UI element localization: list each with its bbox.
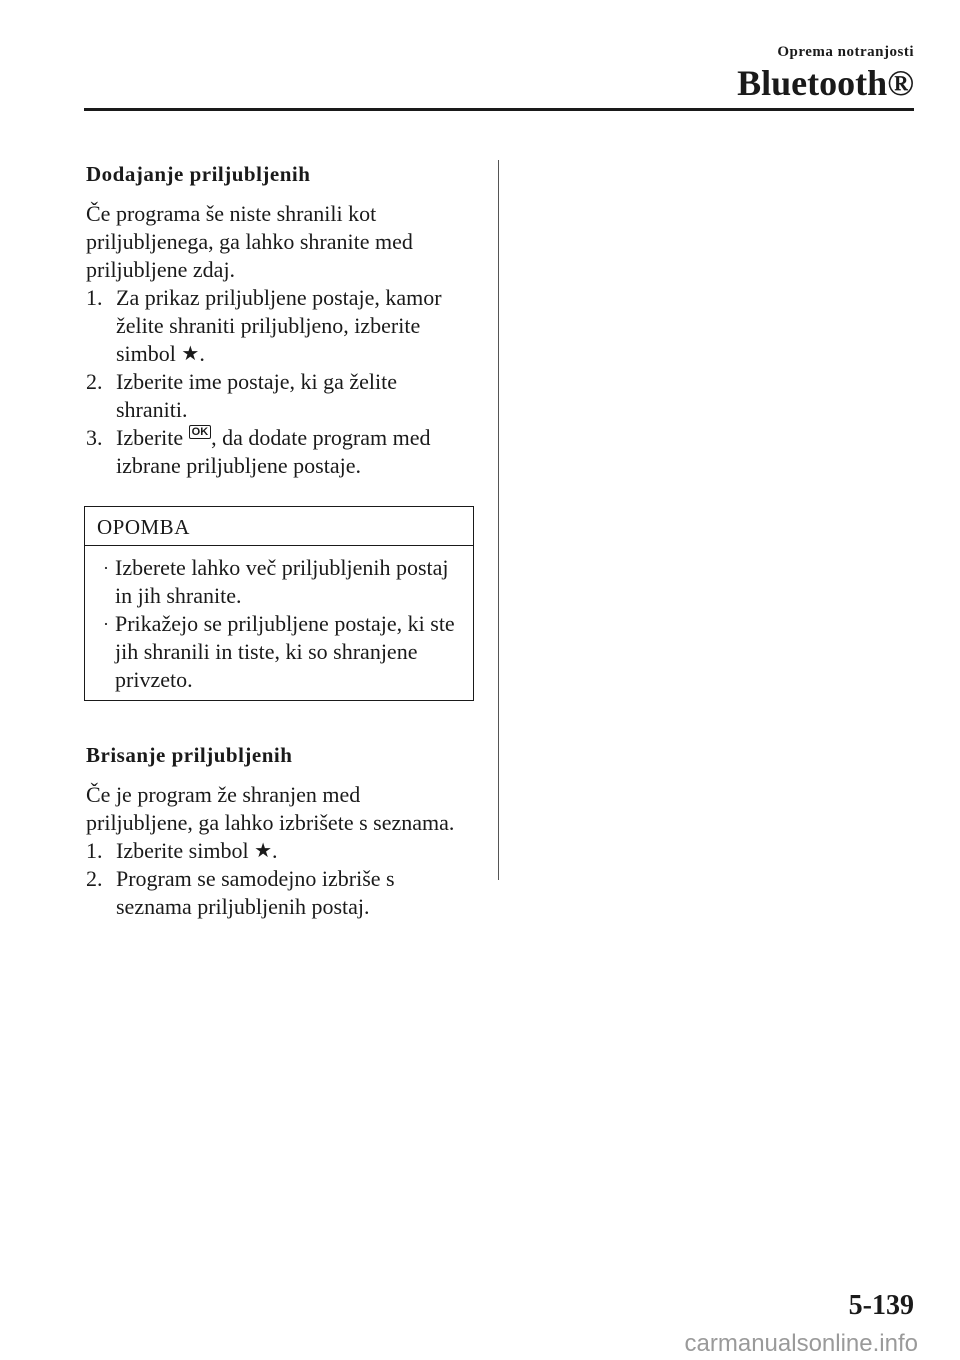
list-item: [86, 837, 472, 865]
note-bullet-text: Izberete lahko več priljubljenih postaj in jih shranite.: [115, 555, 449, 608]
step-text: Izberite OK , da dodate program med izbrane priljubljene postaje.: [116, 425, 431, 478]
note-box: [84, 506, 474, 701]
step-number: 2.: [86, 866, 103, 891]
list-item: [86, 865, 472, 921]
step-number: 1.: [86, 838, 103, 863]
step-number: 1.: [86, 285, 103, 310]
step-text: Za prikaz priljubljene postaje, kamor želite shraniti priljubljeno, izberite simbol ★.: [116, 285, 442, 366]
step-text: Program se samodejno izbriše s seznama priljubljenih postaj.: [116, 866, 395, 919]
list-item: [97, 610, 465, 694]
step-number: 2.: [86, 369, 103, 394]
ok-icon: OK: [189, 425, 212, 439]
watermark-link[interactable]: carmanualsonline.info: [684, 1330, 918, 1357]
bullet-icon: ·: [103, 614, 109, 634]
section-intro-add-favorites: Če programa še niste shranili kot priljubljenega, ga lahko shranite med priljubljene zdaj.: [86, 201, 413, 282]
section-intro-delete-favorites: Če je program že shranjen med priljubljene, ga lahko izbrišete s seznama.: [86, 782, 455, 835]
list-item: [86, 368, 472, 424]
step-text: Izberite simbol ★.: [116, 838, 278, 863]
list-item: [97, 554, 465, 610]
note-body: [85, 546, 473, 700]
star-icon: ★: [181, 343, 200, 365]
left-column: [86, 160, 472, 921]
step-number: 3.: [86, 425, 103, 450]
note-bullet-text: Prikažejo se priljubljene postaje, ki ste jih shranili in tiste, ki so shranjene privzeto.: [115, 611, 455, 692]
list-item: [86, 424, 472, 480]
star-icon: ★: [254, 840, 273, 862]
step-text: Izberite ime postaje, ki ga želite shraniti.: [116, 369, 397, 422]
column-divider: [498, 160, 499, 880]
list-item: [86, 284, 472, 368]
section-heading-delete-favorites: Brisanje priljubljenih: [86, 743, 293, 767]
page-title: Bluetooth®: [737, 63, 914, 103]
section-heading-add-favorites: Dodajanje priljubljenih: [86, 162, 311, 186]
page-number: 5-139: [848, 1290, 914, 1321]
bullet-icon: ·: [103, 558, 109, 578]
header-divider: [84, 108, 914, 111]
header-section-label: Oprema notranjosti: [777, 44, 914, 60]
note-heading: OPOMBA: [85, 507, 473, 546]
